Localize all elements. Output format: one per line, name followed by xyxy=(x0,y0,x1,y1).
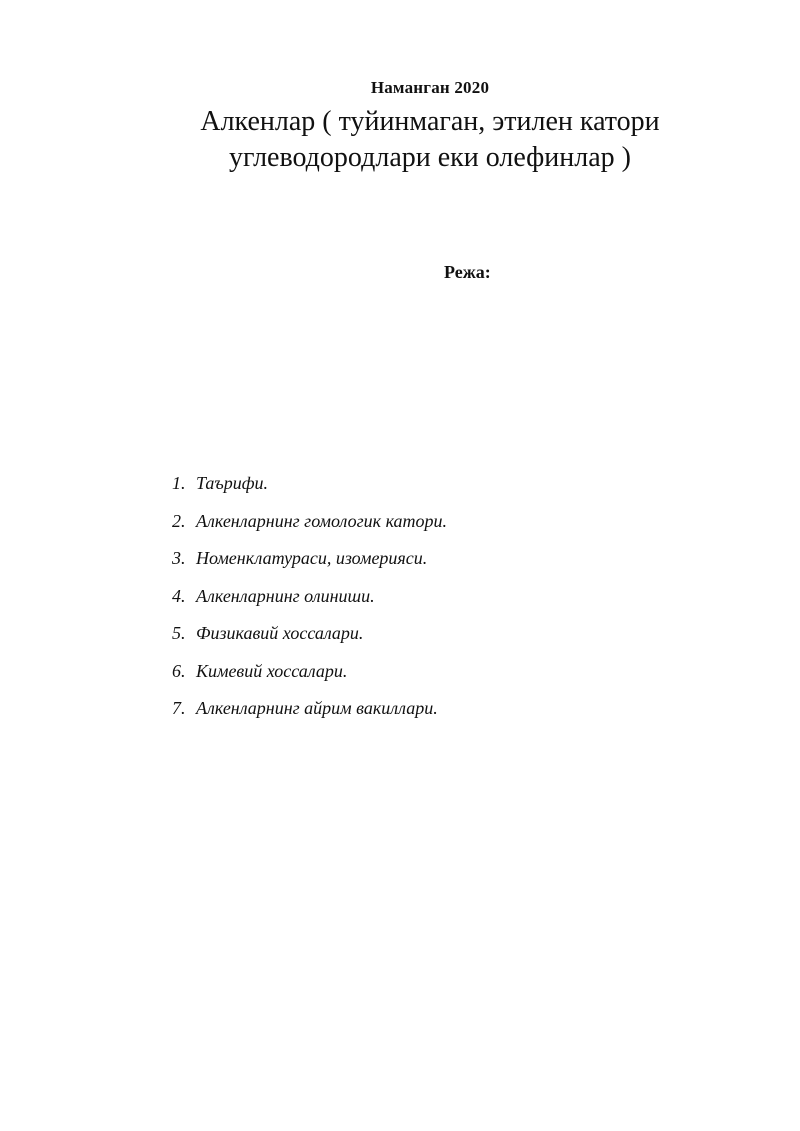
plan-item xyxy=(172,657,732,695)
plan-item xyxy=(172,582,732,620)
city-year-header: Наманган 2020 xyxy=(370,78,490,97)
plan-item-number: 5. xyxy=(172,623,186,643)
plan-heading: Режа: xyxy=(444,262,491,282)
plan-item-number: 4. xyxy=(172,585,186,606)
title-line-1: Алкенлар ( туйинмаган, этилен катори xyxy=(200,106,660,137)
plan-item-text: Таърифи. xyxy=(196,473,268,493)
plan-item xyxy=(172,469,732,507)
plan-item-text: Алкенларнинг айрим вакиллари. xyxy=(196,698,438,718)
plan-item-text: Номенклатураси, изомерияси. xyxy=(196,548,428,568)
plan-item-number: 3. xyxy=(172,548,186,568)
plan-item-number: 6. xyxy=(172,660,186,681)
title-line-2: углеводородлари еки олефинлар ) xyxy=(229,142,631,173)
plan-item-number: 1. xyxy=(172,473,186,493)
plan-item xyxy=(172,694,732,732)
plan-item xyxy=(172,544,732,582)
plan-item-number: 2. xyxy=(172,510,186,531)
plan-item-text: Кимевий хоссалари. xyxy=(196,660,348,681)
plan-list xyxy=(172,469,732,732)
plan-item-text: Физикавий хоссалари. xyxy=(196,623,364,643)
plan-item-text: Алкенларнинг олиниши. xyxy=(196,585,375,606)
plan-item xyxy=(172,619,732,657)
plan-item-text: Алкенларнинг гомологик катори. xyxy=(196,510,448,531)
document-title xyxy=(150,104,710,176)
plan-item xyxy=(172,507,732,545)
plan-item-number: 7. xyxy=(172,698,186,718)
